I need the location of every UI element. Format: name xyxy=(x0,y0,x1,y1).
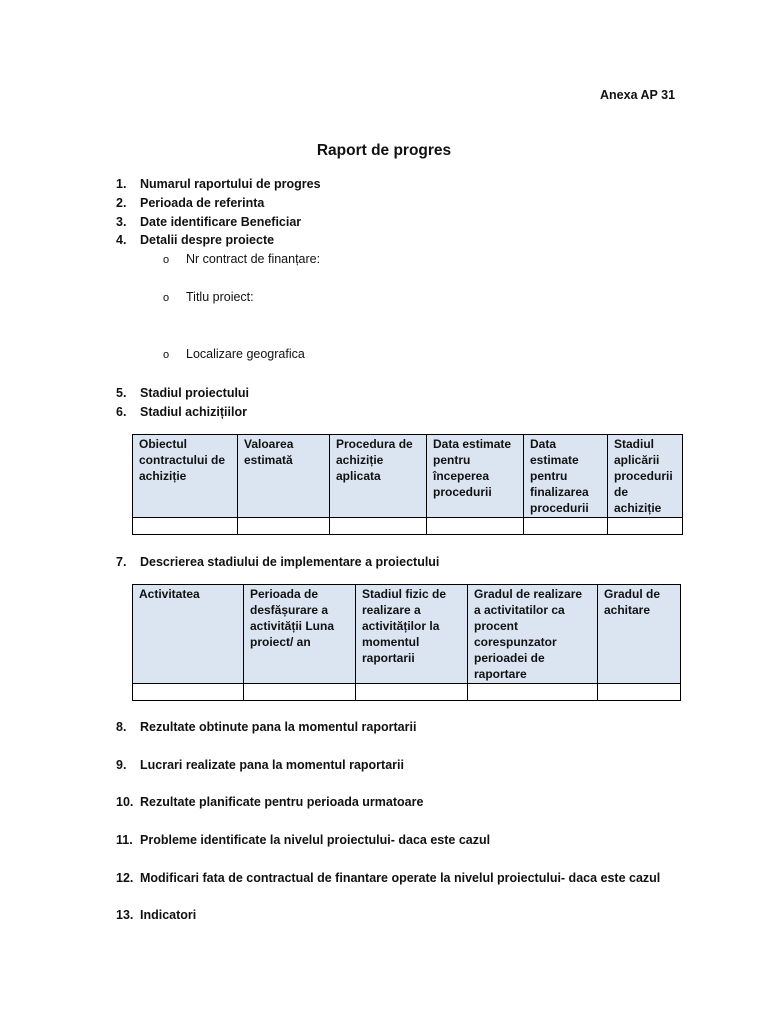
subitem-title xyxy=(163,290,254,304)
subitem-contract xyxy=(163,252,320,266)
table-cell[interactable] xyxy=(524,518,608,535)
section-9 xyxy=(116,758,404,772)
table-header-cell: Data estimate pentru începerea procedurii xyxy=(427,435,524,518)
table-header-cell: Data estimate pentru finalizarea procedurii xyxy=(524,435,608,518)
table-header-cell: Valoarea estimată xyxy=(238,435,330,518)
table-cell[interactable] xyxy=(133,684,244,701)
section-5 xyxy=(116,386,249,400)
section-7 xyxy=(116,555,439,569)
bullet-icon: o xyxy=(163,349,170,361)
section-10 xyxy=(116,795,423,809)
section-number: 9. xyxy=(116,758,127,772)
section-4 xyxy=(116,233,274,247)
section-text: Perioada de referinta xyxy=(140,196,265,210)
table-cell[interactable] xyxy=(598,684,681,701)
subitem-location xyxy=(163,347,305,361)
section-number: 5. xyxy=(116,386,127,400)
table-cell[interactable] xyxy=(608,518,683,535)
procurement-table xyxy=(132,434,683,535)
section-text: Stadiul proiectului xyxy=(140,386,250,400)
section-number: 12. xyxy=(116,871,134,885)
table-header-cell: Perioada de desfășurare a activității Luna proiect/ an xyxy=(244,585,356,684)
table-cell[interactable] xyxy=(468,684,598,701)
section-number: 10. xyxy=(116,795,134,809)
table-cell[interactable] xyxy=(238,518,330,535)
table-header-cell: Stadiul fizic de realizare a activităților la momentul raportarii xyxy=(356,585,468,684)
section-12 xyxy=(116,871,660,885)
section-number: 2. xyxy=(116,196,127,210)
table-header-row xyxy=(133,435,683,518)
section-text: Probleme identificate la nivelul proiectului- daca este cazul xyxy=(140,833,491,847)
bullet-icon: o xyxy=(163,292,170,304)
section-number: 7. xyxy=(116,555,127,569)
table-header-cell: Gradul de realizare a activitatilor ca procent corespunzator perioadei de raportare xyxy=(468,585,598,684)
table-header-cell: Gradul de achitare xyxy=(598,585,681,684)
section-number: 11. xyxy=(116,833,133,847)
table-cell[interactable] xyxy=(356,684,468,701)
section-8 xyxy=(116,720,416,734)
section-text: Numarul raportului de progres xyxy=(140,177,321,191)
section-text: Stadiul achizițiilor xyxy=(140,405,247,419)
section-13 xyxy=(116,908,196,922)
implementation-table xyxy=(132,584,681,701)
table-row xyxy=(133,518,683,535)
table-header-cell: Activitatea xyxy=(133,585,244,684)
subitem-text: Nr contract de finanțare: xyxy=(186,252,321,266)
document-title: Raport de progres xyxy=(316,142,452,159)
subitem-text: Titlu proiect: xyxy=(186,290,254,304)
section-number: 8. xyxy=(116,720,127,734)
section-text: Date identificare Beneficiar xyxy=(140,215,302,229)
table-row xyxy=(133,684,681,701)
section-number: 6. xyxy=(116,405,127,419)
table-cell[interactable] xyxy=(244,684,356,701)
subitem-text: Localizare geografica xyxy=(186,347,305,361)
section-text: Indicatori xyxy=(140,908,197,922)
section-number: 13. xyxy=(116,908,134,922)
section-text: Lucrari realizate pana la momentul raportarii xyxy=(140,758,404,772)
section-text: Detalii despre proiecte xyxy=(140,233,275,247)
table-cell[interactable] xyxy=(330,518,427,535)
section-1 xyxy=(116,177,321,191)
section-text: Rezultate obtinute pana la momentul raportarii xyxy=(140,720,417,734)
bullet-icon: o xyxy=(163,254,170,266)
section-number: 3. xyxy=(116,215,127,229)
section-text: Descrierea stadiului de implementare a proiectului xyxy=(140,555,440,569)
table-header-cell: Obiectul contractului de achiziție xyxy=(133,435,238,518)
section-number: 4. xyxy=(116,233,127,247)
section-6 xyxy=(116,405,247,419)
section-2 xyxy=(116,196,264,210)
annex-label: Anexa AP 31 xyxy=(600,88,676,102)
section-number: 1. xyxy=(116,177,127,191)
table-header-row xyxy=(133,585,681,684)
table-header-cell: Procedura de achiziție aplicata xyxy=(330,435,427,518)
section-3 xyxy=(116,215,301,229)
section-text: Rezultate planificate pentru perioada urmatoare xyxy=(140,795,424,809)
section-11 xyxy=(116,833,490,847)
table-header-cell: Stadiul aplicării procedurii de achiziție xyxy=(608,435,683,518)
table-cell[interactable] xyxy=(427,518,524,535)
table-cell[interactable] xyxy=(133,518,238,535)
section-text: Modificari fata de contractual de finantare operate la nivelul proiectului- daca este cazul xyxy=(140,871,661,885)
